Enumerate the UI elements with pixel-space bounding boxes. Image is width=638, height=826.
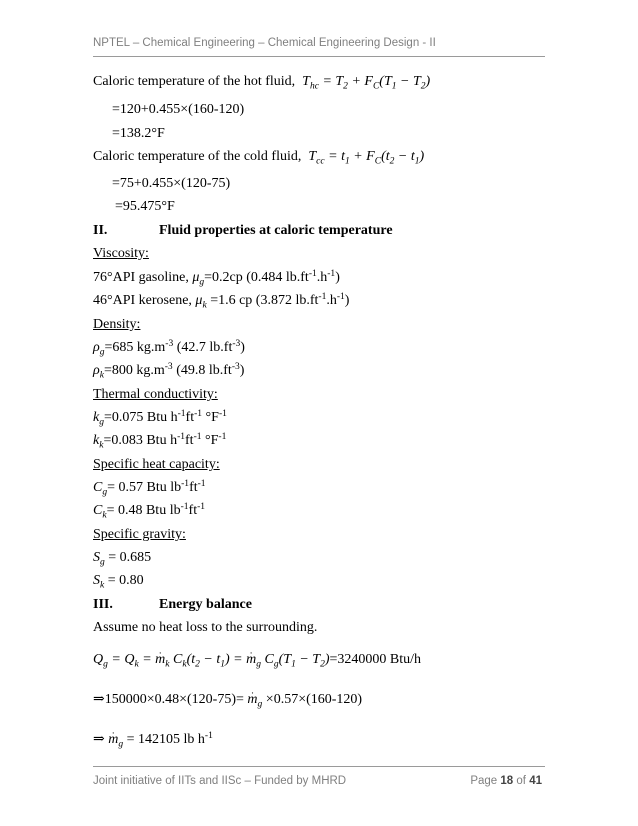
energy-balance-formula: $Q_g = Q_k$ = · $m_k$ $C_k(t_2 - t_1)$ = · $m_g$ $C_g(T_1 - T_2)$ (93, 652, 330, 667)
hot-caloric-formula: $T_{hc} = T_2 + F_C(T_1 - T_2)$ (298, 74, 431, 92)
kerosene-density-imperial: (49.8 lb.ft (172, 363, 232, 378)
kerosene-label: 46°API kerosene, (93, 293, 192, 308)
footer-page-number (470, 775, 542, 787)
energy-step-1-lhs: ⇒150000×0.48×(120-75)= (93, 692, 244, 707)
page-current: 18 (500, 775, 514, 787)
density-heading: Density: (93, 317, 141, 332)
kerosene-heat-capacity-value: = 0.48 Btu lb (106, 503, 181, 518)
energy-assumption: Assume no heat loss to the surrounding. (93, 620, 318, 635)
section-3-number: III. (93, 597, 113, 612)
kerosene-density-value: =800 kg.m (103, 363, 165, 378)
energy-balance-result: =3240000 Btu/h (329, 652, 422, 667)
footer-rule (93, 766, 545, 767)
gasoline-gravity-value: = 0.685 (108, 550, 152, 565)
page-total: 41 (529, 775, 542, 787)
gasoline-density-imperial: (42.7 lb.ft (173, 340, 233, 355)
gasoline-density-value: =685 kg.m (104, 340, 166, 355)
kerosene-conductivity: $k_k=0.083$ Btu $h^{-1}ft^{-1}$ $^\circ F^{-1}$ (93, 431, 227, 451)
hot-caloric-step-1: =120+0.455×(160-120) (112, 102, 245, 117)
kerosene-gravity-value: = 0.80 (107, 573, 144, 588)
kerosene-conductivity-value: =0.083 Btu h (103, 433, 178, 448)
section-3-heading (93, 597, 252, 613)
energy-step-1-rhs: ×0.57×(160-120) (265, 692, 363, 707)
footer-credit: Joint initiative of IITs and IISc – Funded by MHRD (93, 775, 347, 787)
heat-capacity-heading: Specific heat capacity: (93, 457, 220, 472)
gasoline-conductivity: $k_g=0.075$ Btu $h^{-1}ft^{-1}$ $^\circ F^{-1}$ (93, 408, 227, 428)
kerosene-viscosity: 46°API kerosene, $\mu_k =1.6$ cp (3.872 $lb.ft^{-1}.h^{-1}$) (93, 291, 350, 311)
energy-balance-equation (93, 652, 421, 668)
kerosene-viscosity-value: =1.6 cp (3.872 lb.ft (210, 293, 319, 308)
conductivity-heading: Thermal conductivity: (93, 387, 218, 402)
kerosene-gravity: $S_k = 0.80$ (93, 573, 144, 591)
cold-caloric-label: Caloric temperature of the cold fluid, (93, 149, 302, 164)
gasoline-density: $\rho_g=685$ $kg.m^{-3}$ (42.7 $lb.ft^{-3}$) (93, 338, 245, 358)
page-header: NPTEL – Chemical Engineering – Chemical Engineering Design - II (93, 37, 436, 49)
hot-caloric-line (93, 74, 430, 90)
gasoline-conductivity-value: =0.075 Btu h (103, 410, 178, 425)
kerosene-density: $\rho_k=800$ $kg.m^{-3}$ (49.8 $lb.ft^{-3}$) (93, 361, 245, 381)
section-2-heading (93, 223, 393, 239)
section-3-title: Energy balance (159, 597, 252, 612)
gasoline-label: 76°API gasoline, (93, 270, 189, 285)
hot-caloric-label: Caloric temperature of the hot fluid, (93, 74, 296, 89)
gasoline-viscosity-value: =0.2cp (0.484 lb.ft (204, 270, 309, 285)
energy-step-2: ⇒ · $m_g = 142105$ lb $h^{-1}$ (93, 732, 213, 748)
section-2-number: II. (93, 223, 108, 238)
kerosene-heat-capacity: $C_k= 0.48$ Btu $lb^{-1}ft^{-1}$ (93, 501, 206, 521)
gasoline-heat-capacity-value: = 0.57 Btu lb (107, 480, 182, 495)
section-2-title: Fluid properties at caloric temperature (159, 223, 393, 238)
gasoline-viscosity: 76°API gasoline, $\mu_g=0.2cp$ (0.484 $lb.ft^{-1}.h^{-1}$) (93, 268, 340, 288)
gravity-heading: Specific gravity: (93, 527, 186, 542)
cold-caloric-step-2: =95.475°F (115, 199, 175, 214)
mass-flow-result: = 142105 lb h (126, 732, 205, 747)
page-of-word: of (516, 775, 526, 787)
gasoline-heat-capacity: $C_g= 0.57$ Btu $lb^{-1}ft^{-1}$ (93, 478, 206, 498)
gasoline-gravity: $S_g = 0.685$ (93, 550, 152, 568)
energy-step-1: ⇒150000×0.48×(120-75)= · $m_g \times 0.57\times(160-120)$ (93, 692, 362, 708)
cold-caloric-line (93, 149, 424, 165)
page-word: Page (470, 775, 498, 787)
viscosity-heading: Viscosity: (93, 246, 149, 261)
cold-caloric-step-1: =75+0.455×(120-75) (112, 176, 231, 191)
header-rule (93, 56, 545, 57)
cold-caloric-formula: $T_{cc} = t_1 + F_C(t_2 - t_1)$ (304, 149, 425, 167)
hot-caloric-step-2: =138.2°F (112, 126, 165, 141)
